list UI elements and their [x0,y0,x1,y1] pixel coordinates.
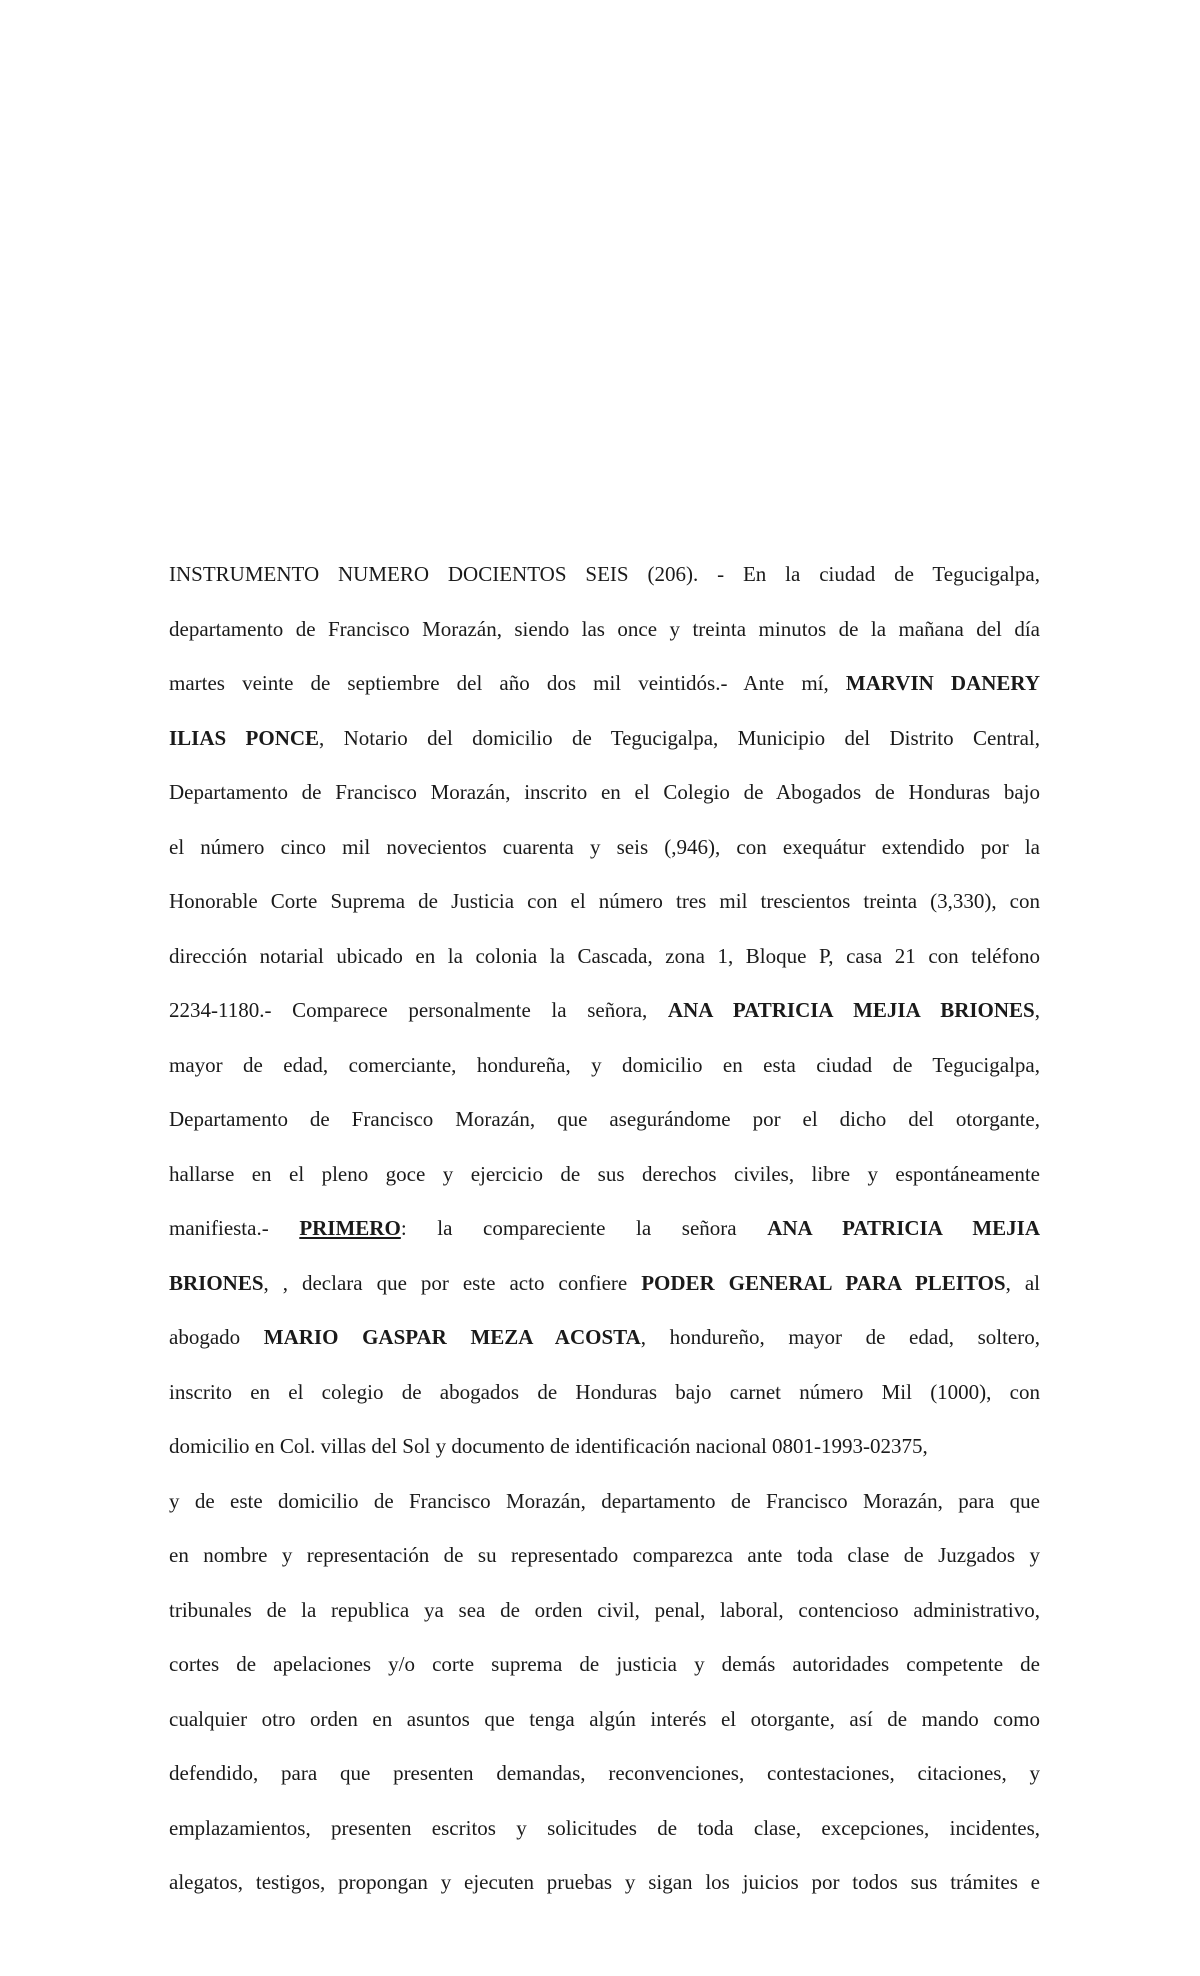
bold-text: PODER GENERAL PARA PLEITOS [641,1270,1006,1295]
body-text: departamento de Francisco Morazán, siendo las once y treinta minutos de la mañana del día [169,616,1040,641]
document-line [169,938,1040,993]
body-text: emplazamientos, presenten escritos y solicitudes de toda clase, excepciones, incidentes, [169,1815,1040,1840]
document-line [169,1592,1040,1647]
document-line [169,1646,1040,1701]
body-text: mayor de edad, comerciante, hondureña, y domicilio en esta ciudad de Tegucigalpa, [169,1052,1040,1077]
document-line [169,1319,1040,1374]
body-text: martes veinte de septiembre del año dos mil veintidós.- Ante mí, [169,671,846,695]
bold-text: PRIMERO [299,1216,401,1240]
body-text: , , declara que por este acto confiere [263,1270,642,1295]
document-body [169,556,1040,1919]
body-text: : la compareciente la señora [400,1216,768,1240]
document-line [169,665,1040,720]
body-text: hallarse en el pleno goce y ejercicio de sus derechos civiles, libre y espontáneamente [169,1161,1040,1186]
body-text: Honorable Corte Suprema de Justicia con el número tres mil trescientos treinta (3,330), con [169,889,1040,913]
body-text: , al [1005,1270,1040,1295]
body-text: Departamento de Francisco Morazán, que asegurándome por el dicho del otorgante, [169,1107,1040,1131]
body-text: y de este domicilio de Francisco Morazán, departamento de Francisco Morazán, para que [169,1488,1040,1513]
document-line [169,992,1040,1047]
document-line [169,829,1040,884]
body-text: el número cinco mil novecientos cuarenta y seis (,946), con exequátur extendido por la [169,834,1040,859]
document-line [169,1755,1040,1810]
document-line [169,720,1040,775]
document-line [169,1156,1040,1211]
bold-text: MARIO GASPAR MEZA ACOSTA [263,1325,641,1349]
bold-text: ANA PATRICIA MEJIA [767,1216,1040,1240]
body-text: cortes de apelaciones y/o corte suprema de justicia y demás autoridades competente de [169,1652,1040,1676]
body-text: en nombre y representación de su representado comparezca ante toda clase de Juzgados y [169,1543,1040,1567]
body-text: defendido, para que presenten demandas, reconvenciones, contestaciones, citaciones, y [169,1761,1040,1785]
document-line [169,1265,1040,1320]
body-text: Departamento de Francisco Morazán, inscrito en el Colegio de Abogados de Honduras bajo [169,780,1040,804]
body-text: manifiesta.- [169,1216,300,1240]
body-text: alegatos, testigos, propongan y ejecuten pruebas y sigan los juicios por todos sus trámites e [169,1870,1040,1894]
document-line [169,1864,1040,1919]
bold-text: BRIONES [169,1270,264,1295]
document-line [169,1537,1040,1592]
document-line [169,774,1040,829]
bold-text: ILIAS PONCE [169,725,320,750]
bold-text: MARVIN DANERY [845,671,1040,695]
body-text: abogado [169,1325,264,1349]
document-line [169,1374,1040,1429]
document-line [169,1483,1040,1538]
document-line [169,556,1040,611]
body-text: dirección notarial ubicado en la colonia la Cascada, zona 1, Bloque P, casa 21 con teléfono [169,943,1040,968]
bold-text: ANA PATRICIA MEJIA BRIONES [667,998,1035,1022]
document-line [169,883,1040,938]
body-text: 2234-1180.- Comparece personalmente la señora, [169,998,668,1022]
body-text: inscrito en el colegio de abogados de Honduras bajo carnet número Mil (1000), con [169,1379,1040,1404]
body-text: cualquier otro orden en asuntos que tenga algún interés el otorgante, así de mando como [169,1706,1040,1731]
document-line [169,1210,1040,1265]
body-text: domicilio en Col. villas del Sol y documento de identificación nacional 0801-1993-02375, [169,1434,928,1458]
body-text: tribunales de la republica ya sea de orden civil, penal, laboral, contencioso administrativo, [169,1597,1040,1622]
body-text: , hondureño, mayor de edad, soltero, [640,1325,1040,1349]
body-text: , Notario del domicilio de Tegucigalpa, Municipio del Distrito Central, [319,725,1041,750]
body-text: INSTRUMENTO NUMERO DOCIENTOS SEIS (206). - En la ciudad de Tegucigalpa, [169,562,1040,586]
body-text: , [1034,998,1040,1022]
document-line [169,1047,1040,1102]
document-line [169,1701,1040,1756]
document-line [169,1428,1040,1483]
document-line [169,1810,1040,1865]
document-line [169,1101,1040,1156]
document-line [169,611,1040,666]
